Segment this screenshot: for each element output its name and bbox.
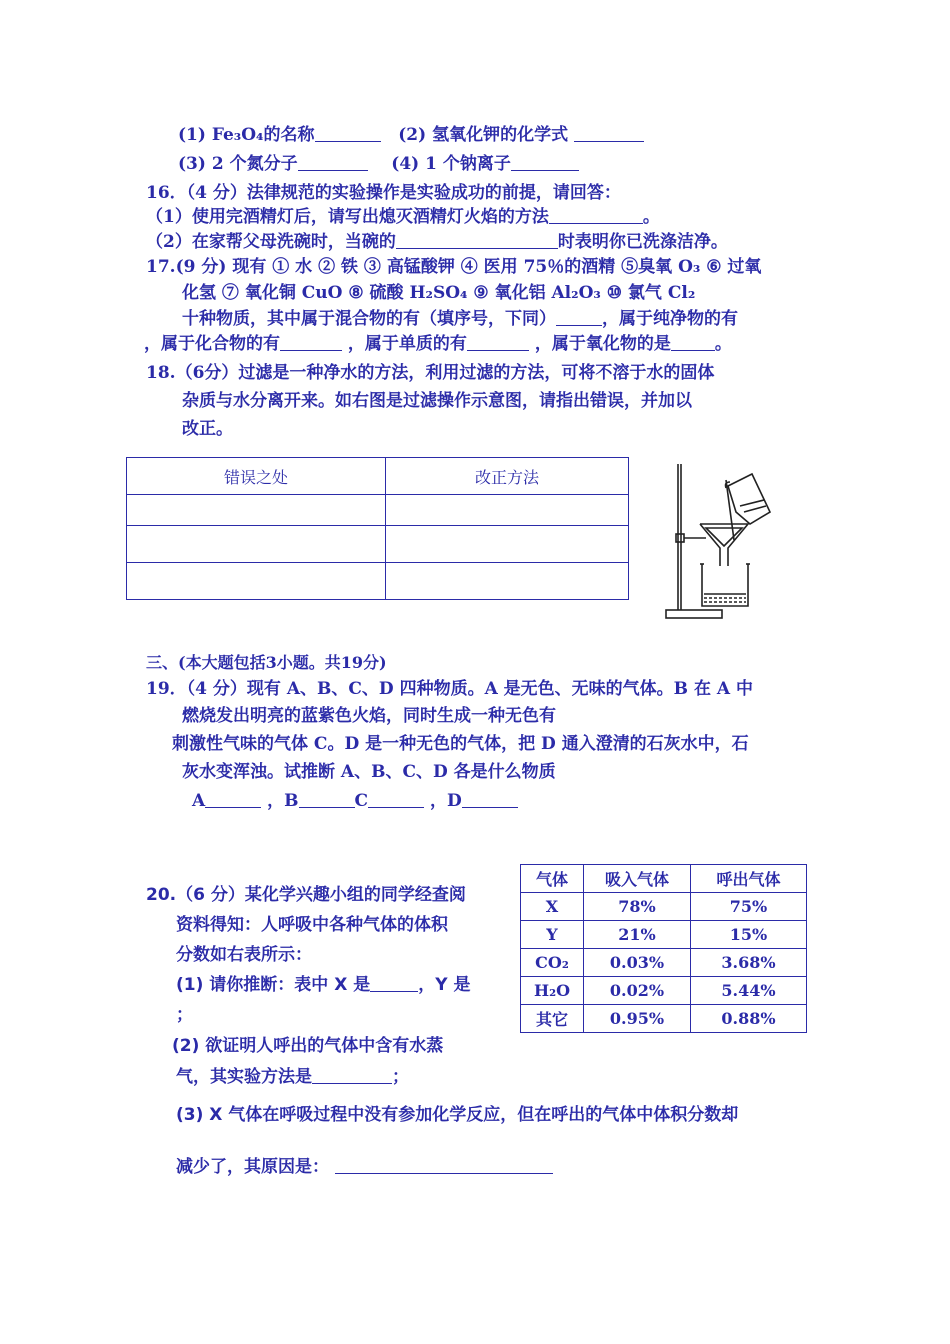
exhaled-value: 15% [691,921,807,949]
correction-cell-1[interactable] [386,495,629,526]
q20-line6: (2) 欲证明人呼出的气体中含有水蒸 [172,1036,444,1056]
inhaled-value: 0.95% [584,1005,691,1033]
q17-blank-element[interactable] [467,334,529,351]
table-row [521,921,807,949]
q19-blank-c[interactable] [368,791,424,808]
q20-method-end: ； [392,1067,409,1087]
q15-part2-text: (2) 氢氧化钾的化学式 [398,125,569,145]
q19-c-label: C [354,791,369,811]
error-correction-table [126,457,629,600]
exhaled-value: 3.68% [691,949,807,977]
inhaled-value: 0.02% [584,977,691,1005]
q16-part1 [146,206,660,228]
q16-part2-text: （2）在家帮父母洗碗时，当碗的 [146,232,396,252]
q20-line2: 资料得知：人呼吸中各种气体的体积 [176,915,448,935]
beaker-liquid [740,500,766,512]
gas-header-gas: 气体 [521,865,584,893]
q17-end: 。 [714,334,732,354]
table-header-corrections: 改正方法 [386,458,629,495]
q20-line7 [176,1066,409,1088]
table-row [521,1005,807,1033]
gas-name: X [521,893,584,921]
q19-d-label: ，D [429,791,462,811]
correction-cell-2[interactable] [386,526,629,563]
gas-name: 其它 [521,1005,584,1033]
q17-blank-oxide[interactable] [671,334,715,351]
correction-cell-3[interactable] [386,563,629,600]
q17-pure-text: ，属于纯净物的有 [602,309,738,329]
q15-part1-text: (1) Fe₃O₄的名称 [178,125,315,145]
q18-line3: 改正。 [182,419,233,439]
q15-blank4[interactable] [511,154,579,171]
q19-b-label: ，B [267,791,299,811]
q19-line3: 刺激性气味的气体 C。D 是一种无色的气体，把 D 通入澄清的石灰水中，石 [172,734,749,754]
q17-line1: 17.(9 分) 现有 ① 水 ② 铁 ③ 高锰酸钾 ④ 医用 75％的酒精 ⑤臭氧 O₃ ⑥ 过氧 [146,257,762,277]
q15-line1 [178,124,644,146]
q16-part1-text: （1）使用完酒精灯后，请写出熄灭酒精灯火焰的方法 [146,207,549,227]
q18-line2: 杂质与水分离开来。如右图是过滤操作示意图，请指出错误，并加以 [182,391,692,411]
q16-part1-end: 。 [642,207,660,227]
gas-name: H₂O [521,977,584,1005]
q20-reason-text: 减少了，其原因是： [176,1157,329,1177]
q20-line5: ； [176,1005,193,1025]
q20-line1: 20.（6 分）某化学兴趣小组的同学经查阅 [146,885,466,905]
q15-line2 [178,153,579,175]
q20-y-text: ，Y 是 [418,975,471,995]
stand-base [666,610,722,618]
gas-name: Y [521,921,584,949]
pouring-beaker [728,474,770,524]
q17-line2: 化氢 ⑦ 氧化铜 CuO ⑧ 硫酸 H₂SO₄ ⑨ 氧化铝 Al₂O₃ ⑩ 氯气 Cl₂ [182,283,696,303]
inhaled-value: 0.03% [584,949,691,977]
q15-blank1[interactable] [315,125,381,142]
exhaled-value: 75% [691,893,807,921]
error-cell-2[interactable] [127,526,386,563]
section-3-title: 三、(本大题包括3小题。共19分) [146,653,387,672]
q15-part3-text: (3) 2 个氮分子 [178,154,298,174]
q17-compound-text: ，属于化合物的有 [144,334,280,354]
q20-method-text: 气，其实验方法是 [176,1067,312,1087]
q17-blank-compound[interactable] [280,334,342,351]
table-row [521,949,807,977]
q20-blank-method[interactable] [312,1067,392,1084]
q17-line4 [144,333,732,355]
table-row [521,977,807,1005]
q16-blank2[interactable] [396,232,558,249]
q19-line2: 燃烧发出明亮的蓝紫色火焰，同时生成一种无色有 [182,706,556,726]
q20-line4 [176,974,470,996]
q19-answers [192,790,518,812]
inhaled-value: 21% [584,921,691,949]
q19-blank-d[interactable] [462,791,518,808]
table-row [521,893,807,921]
gas-composition-table [520,864,807,1033]
gas-header-inhaled: 吸入气体 [584,865,691,893]
q19-a-label: A [192,791,206,811]
error-cell-1[interactable] [127,495,386,526]
exhaled-value: 5.44% [691,977,807,1005]
q15-blank3[interactable] [298,154,368,171]
q15-part4-text: (4) 1 个钠离子 [391,154,511,174]
q19-line4: 灰水变浑浊。试推断 A、B、C、D 各是什么物质 [182,762,556,782]
q20-line9 [176,1156,553,1178]
q17-mixture-text: 十种物质，其中属于混合物的有（填序号，下同） [182,309,556,329]
q20-blank-x[interactable] [370,975,418,992]
q17-line3 [182,308,738,330]
q16-part2 [146,231,728,253]
gas-name: CO₂ [521,949,584,977]
filtration-apparatus-illustration [656,460,786,625]
receiving-beaker [702,564,748,606]
q19-line1: 19．（4 分）现有 A、B、C、D 四种物质。A 是无色、无味的气体。B 在 A 中 [146,679,753,699]
q20-line3: 分数如右表所示： [176,945,312,965]
gas-header-exhaled: 呼出气体 [691,865,807,893]
q17-oxide-text: ，属于氧化物的是 [534,334,671,354]
q20-line8: (3) X 气体在呼吸过程中没有参加化学反应，但在呼出的气体中体积分数却 [176,1105,739,1125]
q20-x-text: (1) 请你推断：表中 X 是 [176,975,371,995]
q17-blank-mixture[interactable] [556,309,602,326]
q17-element-text: ，属于单质的有 [347,334,467,354]
q16-title: 16．（4 分）法律规范的实验操作是实验成功的前提，请回答： [146,183,621,203]
glass-rod [726,480,734,540]
q19-blank-a[interactable] [205,791,261,808]
inhaled-value: 78% [584,893,691,921]
table-header-errors: 错误之处 [127,458,386,495]
q16-part2-end: 时表明你已洗涤洁净。 [557,232,728,252]
q20-blank-reason[interactable] [335,1157,553,1174]
q19-blank-b[interactable] [299,791,355,808]
q16-blank1[interactable] [549,207,643,224]
q18-line1: 18.（6分）过滤是一种净水的方法，利用过滤的方法，可将不溶于水的固体 [146,363,715,383]
exhaled-value: 0.88% [691,1005,807,1033]
q15-blank2[interactable] [574,125,644,142]
error-cell-3[interactable] [127,563,386,600]
